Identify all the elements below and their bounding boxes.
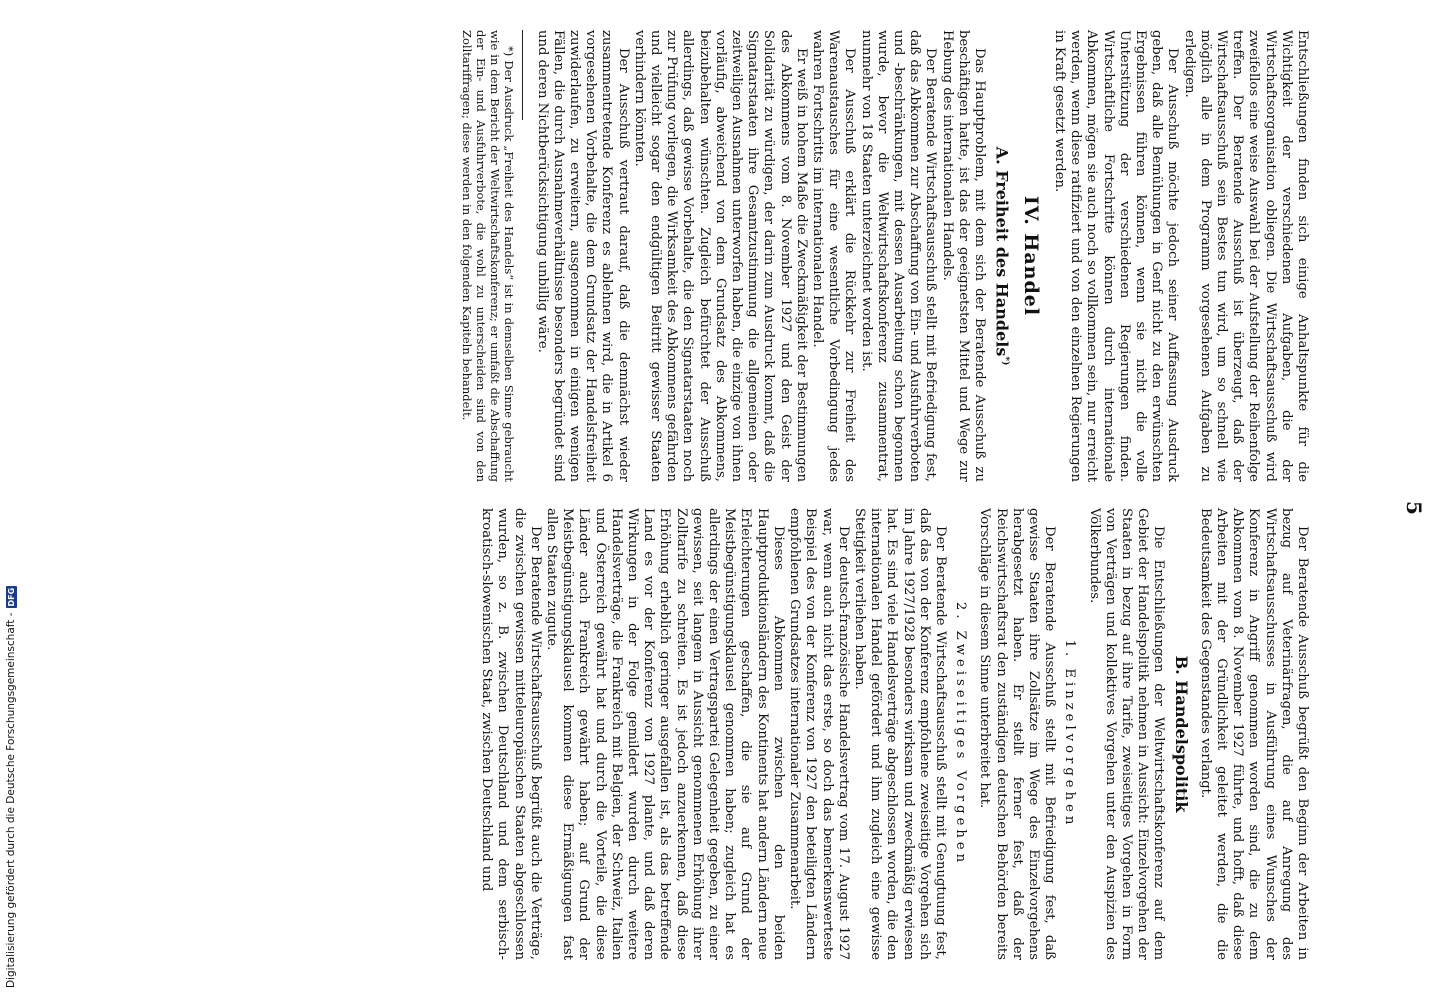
subsection-heading-text: A. Freiheit des Handels — [992, 146, 1012, 357]
paragraph: Der Beratende Ausschuß stellt mit Befriedigung fest, daß gewisse Staaten ihre Zollsätze im Wege des Einzelvorgehens herabgesetzt haben. Er stellt ferner fest, daß der Reichswirtschaftsrat den zuständigen deutschen Behörden bereits Vorschläge in diesem Sinne unterbreitet hat. — [977, 508, 1058, 960]
credit-text: Digitalisierung gefördert durch die Deutsche Forschungsgemeinschaft - — [5, 612, 17, 988]
subsection-heading: 1. Einzelvorgehen — [1062, 639, 1078, 829]
paragraph: Der Ausschuß vertraut darauf, daß die demnächst wieder zusammentretende Konferenz es ablehnen wird, die in Artikel 6 vorgesehenen Vorbehalte, die dem Grundsatz der Handelsfreiheit zuwiderlaufen, zu erweitern, ausgenommen in einigen wenigen Fällen, die durch Ausnahmeverhältnisse besonders begründet sind und deren Nichtberücksichtigung unbillig wäre. — [534, 30, 631, 482]
paragraph: Dieses Abkommen zwischen den beiden Hauptproduktionsländern des Kontinents hat andern Ländern neue Erleichterungen geschaffen, die sie auf Grund der Meistbegünstigungsklausel genommen haben; zugleich hat es allerdings der einen Vertragspartei Gelegenheit gegeben, zu einer gewissen, seit langem in Aussicht genommenen Erhöhung ihrer Zolltarife zu schreiten. Es ist jedoch anzuerkennen, daß diese Erhöhung erheblich geringer ausgefallen ist, als das betreffende Land es vor der Konferenz von 1927 plante, und daß deren Wirkungen in der Folge gemildert wurden durch weitere Handelsverträge, die Frankreich mit Belgien, der Schweiz, Italien und Österreich gewährt hat und durch die Vorteile, die diese Länder auch Frankreich gewährt haben; auf Grund der Meistbegünstigungsklausel kommen diese Ermäßigungen fast allen Staaten zugute. — [544, 508, 786, 960]
paragraph: Der deutsch-französische Handelsvertrag vom 17. August 1927 war, wenn auch nicht das erste, so doch das bemerkenswerteste Beispiel des von der Konferenz von 1927 den beteiligten Ländern empfohlenen Grundsatzes internationaler Zusammenarbeit. — [787, 508, 851, 960]
footnote: *) Der Ausdruck „Freiheit des Handels“ ist in demselben Sinne gebraucht wie in dem Bericht der Weltwirtschaftskonferenz; er umfaßt die Abschaffung der Ein- und Ausfuhrverbote, die wohl zu unterscheiden sind von den Zolltariffragen; diese werden in den folgenden Kapiteln behandelt. — [460, 30, 517, 482]
digitization-credit — [4, 4, 18, 988]
page-number: 5 — [1402, 501, 1426, 515]
paragraph: Entschließungen finden sich einige Anhaltspunkte für die Wichtigkeit der verschiedenen Aufgaben, die der Wirtschaftsorganisation obliegen. Die Wirtschaftsausschuß wird zweifellos eine weise Auswahl bei der Aufstellung der Reihenfolge treffen. Der Beratende Ausschuß ist überzeugt, daß der Wirtschaftsausschuß sein Bestes tun wird, um so schnell wie möglich alle in dem Programm vorgesehenen Aufgaben zu erledigen. — [1181, 30, 1310, 482]
paragraph: Er weiß in hohem Maße die Zweckmäßigkeit der Bestimmungen des Abkommens vom 8. November 1927 und den Geist der Solidarität zu würdigen, der darin zum Ausdruck kommt, daß die Signatarstaaten ihre Gesamtzustimmung die allgemeinen oder zeitweiligen Ausnahmen unterworfen haben, die einzige von ihnen vorläufig, abweichend von dem Grundsatz des Abkommens, beizubehalten wünschten. Zugleich befürchtet der Ausschuß allerdings, daß gewisse Vorbehalte, die den Signatarstaaten noch zur Prüfung vorliegen, die Wirksamkeit des Abkommens gefährden und vielleicht sogar den endgültigen Beitritt gewisser Staaten verhindern könnten. — [631, 30, 809, 482]
section-heading: IV. Handel — [1019, 195, 1042, 317]
subsection-heading — [993, 30, 1013, 482]
paragraph: Das Hauptproblem, mit dem sich der Beratende Ausschuß zu beschäftigen hatte, ist das der geeignetsten Mittel und Wege zur Hebung des internationalen Handels. — [939, 30, 988, 482]
footnote-divider — [522, 30, 523, 120]
section-heading: B. Handelspolitik — [1171, 655, 1191, 813]
paragraph: Der Ausschuß möchte jedoch seiner Auffassung Ausdruck geben, daß alle Bemühungen in Genf nicht zu den erwünschten Ergebnissen führen können, wenn sie nicht die volle Unterstützung der verschiedenen Regierungen finden. Wirtschaftliche Fortschritte können durch internationale Abkommen, mögen sie auch noch so vollkommen sein, nur erreicht werden, wenn diese ratifiziert und von den einzelnen Regierungen in Kraft gesetzt werden. — [1051, 30, 1181, 482]
paragraph: Der Ausschuß erklärt die Rückkehr zur Freiheit des Warenaustausches für eine wesentliche Vorbedingung jedes wahren Fortschritts im internationalen Handel. — [809, 30, 858, 482]
dfg-logo-icon: DFG — [6, 587, 16, 607]
paragraph: Die Entschließungen der Weltwirtschaftskonferenz auf dem Gebiet der Handelspolitik nehmen in Aussicht: Einzelvorgehen der Staaten in bezug auf ihre Tarife, zweiseitiges Vorgehen in Form von Verträgen und kollektives Vorgehen unter den Auspizien des Völkerbundes. — [1086, 508, 1167, 960]
footnote-marker: *) — [999, 356, 1010, 366]
paragraph: Der Beratende Wirtschaftsausschuß begrüßt auch die Verträge, die zwischen gewissen mitteleuropäischen Staaten abgeschlossen wurden, so z. B. zwischen Deutschland und dem serbisch-kroatisch-slowenischen Staat, zwischen Deutschland und — [479, 508, 543, 960]
document-column-right — [478, 508, 1310, 960]
paragraph: Der Beratende Wirtschaftsausschuß stellt mit Befriedigung fest, daß das Abkommen zur Abschaffung von Ein- und Ausfuhrverboten und -beschränkungen, mit dessen Ausarbeitung schon begonnen wurde, bevor die Weltwirtschaftskonferenz zusammentrat, nunmehr von 18 Staaten unterzeichnet worden ist. — [858, 30, 939, 482]
subsection-heading: 2. Zweiseitiges Vorgehen — [953, 601, 969, 867]
document-column-left — [460, 30, 1310, 482]
paragraph: Der Beratende Ausschuß begrüßt den Beginn der Arbeiten in bezug auf Veterinärfragen, die auf Anregung des Wirtschaftsausschusses in Ausführung eines Wunsches der Konferenz in Angriff genommen worden sind, die zu dem Abkommen vom 8. November 1927 führte, und hofft, daß diese Arbeiten mit der Gründlichkeit geleitet werden, die die Bedeutsamkeit des Gegenstandes verlangt. — [1197, 508, 1310, 960]
paragraph: Der Beratende Wirtschaftsausschuß stellt mit Genugtuung fest, daß das von der Konferenz empfohlene zweiseitige Vorgehen sich im Jahre 1927/1928 besonders wirksam und zweckmäßig erwiesen hat. Es sind viele Handelsverträge abgeschlossen worden, die den internationalen Handel gefördert und ihm zugleich eine gewisse Stetigkeit verliehen haben. — [851, 508, 948, 960]
